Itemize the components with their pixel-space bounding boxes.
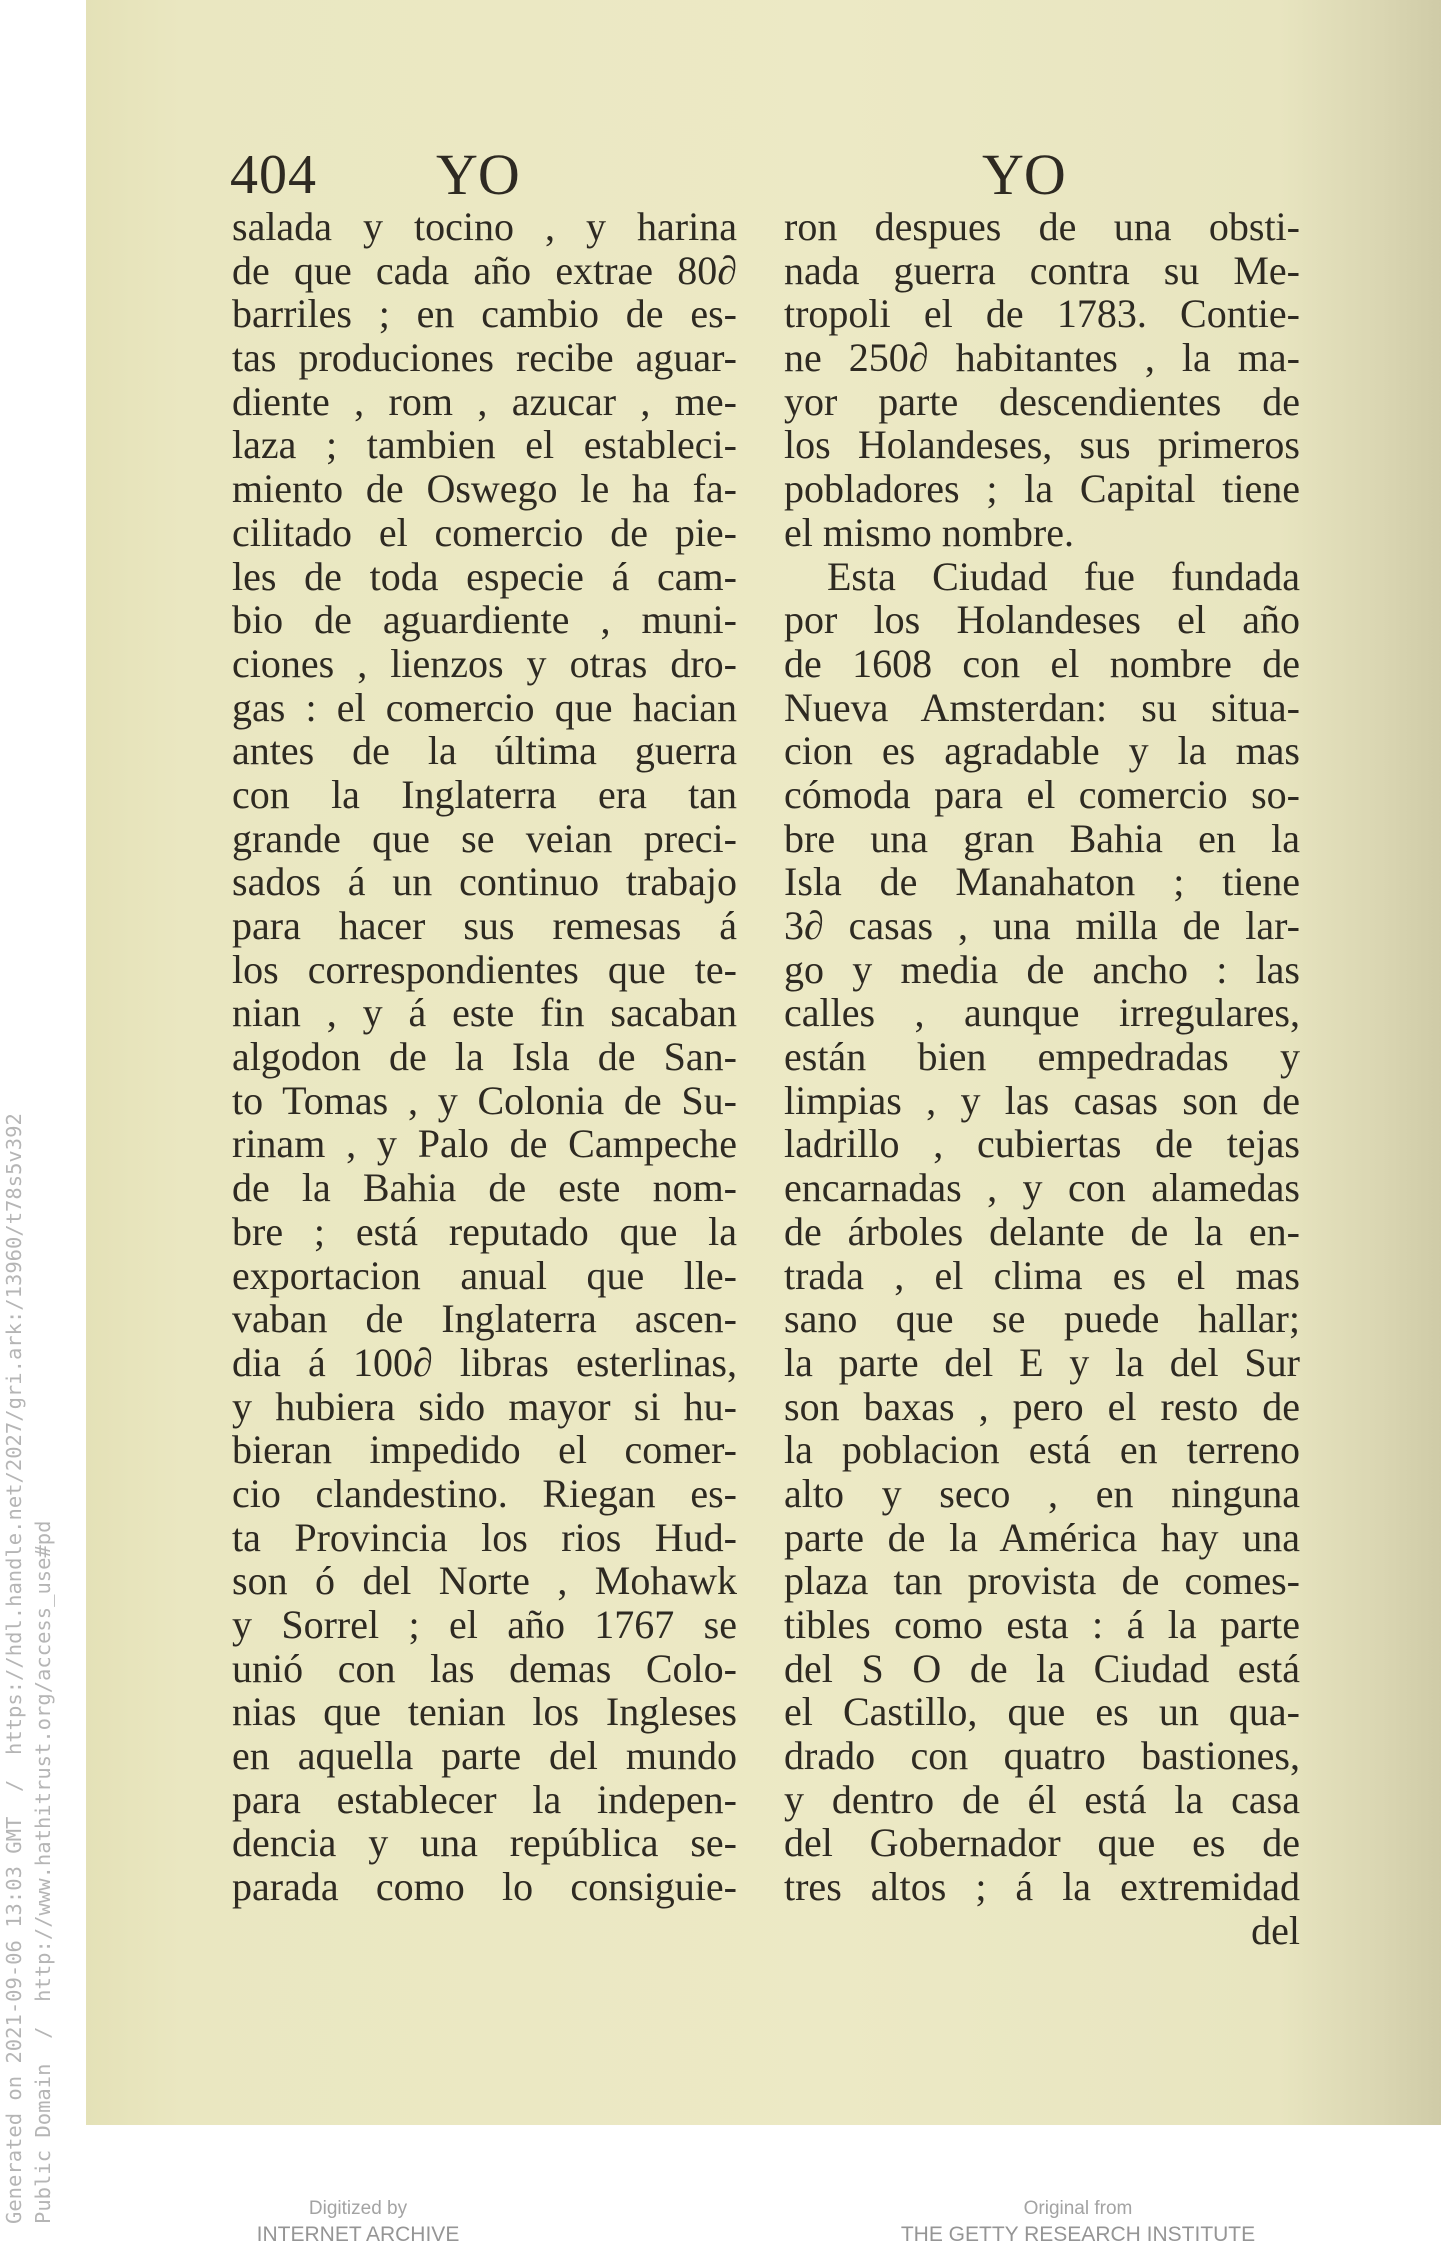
text-line: rinam , y Palo de Campeche xyxy=(232,1121,737,1167)
text-line: y dentro de él está la casa xyxy=(784,1776,1300,1822)
text-line: tropoli el de 1783. Contie- xyxy=(784,291,1300,337)
text-line: cio clandestino. Riegan es- xyxy=(232,1470,737,1516)
text-line: y Sorrel ; el año 1767 se xyxy=(232,1602,737,1647)
text-line: ladrillo , cubiertas de tejas xyxy=(784,1121,1300,1167)
text-line: antes de la última guerra xyxy=(232,728,737,774)
text-line: cilitado el comercio de pie- xyxy=(232,509,737,555)
text-line: de 1608 con el nombre de xyxy=(784,640,1300,686)
text-line: grande que se veian preci- xyxy=(232,815,737,861)
text-line: el Castillo, que es un qua- xyxy=(784,1689,1300,1735)
text-line: limpias , y las casas son de xyxy=(784,1077,1300,1123)
text-line: tibles como esta : á la parte xyxy=(784,1602,1300,1647)
text-line: alto y seco , en ninguna xyxy=(784,1470,1300,1516)
text-line: la parte del E y la del Sur xyxy=(784,1339,1300,1385)
running-head-left: YO xyxy=(436,142,520,207)
text-line: exportacion anual que lle- xyxy=(232,1252,737,1298)
digitized-by-label: Digitized by xyxy=(308,2198,408,2219)
text-line: plaza tan provista de comes- xyxy=(784,1558,1300,1604)
text-line: están bien empedradas y xyxy=(784,1034,1300,1080)
text-line: to Tomas , y Colonia de Su- xyxy=(232,1077,737,1123)
text-line: ta Provincia los rios Hud- xyxy=(232,1514,737,1560)
stamp-rights-line: Public Domain / http://www.hathitrust.org/access_use#pd xyxy=(31,1520,55,2224)
getty-research-institute-logo: THE GETTY RESEARCH INSTITUTE xyxy=(900,2223,1256,2246)
text-line: cómoda para el comercio so- xyxy=(784,771,1300,817)
page-number: 404 xyxy=(230,144,317,206)
text-line: drado con quatro bastiones, xyxy=(784,1733,1300,1779)
text-line: yor parte descendientes de xyxy=(784,378,1300,424)
text-line: nian , y á este fin sacaban xyxy=(232,990,737,1036)
text-line: tas produciones recibe aguar- xyxy=(232,335,737,381)
text-line: ciones , lienzos y otras dro- xyxy=(232,640,737,686)
running-head-right: YO xyxy=(982,142,1066,207)
text-line: son ó del Norte , Mohawk xyxy=(232,1558,737,1604)
paragraph-start-line: Esta Ciudad fue fundada xyxy=(827,553,1300,599)
stamp-generated-line: Generated on 2021-09-06 13:03 GMT / https://hdl.handle.net/2027/gri.ark:/13960/t78s5v392 xyxy=(2,1113,26,2224)
catchword: del xyxy=(1251,1907,1300,1953)
text-line: diente , rom , azucar , me- xyxy=(232,378,737,424)
text-line: barriles ; en cambio de es- xyxy=(232,291,737,337)
text-line: dencia y una república se- xyxy=(232,1820,737,1866)
text-line: para hacer sus remesas á xyxy=(232,903,737,948)
text-line: parte de la América hay una xyxy=(784,1514,1300,1560)
paragraph-end-line: el mismo nombre. xyxy=(784,509,1074,555)
text-line: vaban de Inglaterra ascen- xyxy=(232,1296,737,1342)
text-line: salada y tocino , y harina xyxy=(232,204,737,249)
text-line: y hubiera sido mayor si hu- xyxy=(232,1383,737,1429)
left-column xyxy=(232,205,737,1909)
text-line: sados á un continuo trabajo xyxy=(232,859,737,905)
text-line: gas : el comercio que hacian xyxy=(232,684,737,730)
text-line: tres altos ; á la extremidad xyxy=(784,1864,1300,1910)
text-line: para establecer la indepen- xyxy=(232,1776,737,1822)
text-line: pobladores ; la Capital tiene xyxy=(784,466,1300,512)
text-line: 3∂ casas , una milla de lar- xyxy=(784,903,1300,948)
text-line: dia á 100∂ libras esterlinas, xyxy=(232,1339,737,1385)
text-line: la poblacion está en terreno xyxy=(784,1427,1300,1473)
text-line: bio de aguardiente , muni- xyxy=(232,597,737,643)
text-line: son baxas , pero el resto de xyxy=(784,1383,1300,1429)
text-line: calles , aunque irregulares, xyxy=(784,990,1300,1036)
text-line: los Holandeses, sus primeros xyxy=(784,422,1300,468)
digitized-by-credit xyxy=(108,2196,608,2248)
page-scan xyxy=(86,0,1441,2125)
original-from-label: Original from xyxy=(1023,2198,1133,2219)
text-line: miento de Oswego le ha fa- xyxy=(232,466,737,512)
text-line: bre ; está reputado que la xyxy=(232,1208,737,1254)
text-line: Nueva Amsterdan: su situa- xyxy=(784,684,1300,730)
text-line: del Gobernador que es de xyxy=(784,1820,1300,1866)
internet-archive-logo: INTERNET ARCHIVE xyxy=(256,2223,460,2246)
text-line: ne 250∂ habitantes , la ma- xyxy=(784,335,1300,381)
text-line: cion es agradable y la mas xyxy=(784,728,1300,774)
text-line: nias que tenian los Ingleses xyxy=(232,1689,737,1735)
text-line: en aquella parte del mundo xyxy=(232,1733,737,1779)
text-line: algodon de la Isla de San- xyxy=(232,1034,737,1080)
text-line: ron despues de una obsti- xyxy=(784,204,1300,249)
text-line: sano que se puede hallar; xyxy=(784,1296,1300,1342)
text-line: los correspondientes que te- xyxy=(232,946,737,992)
text-line: trada , el clima es el mas xyxy=(784,1252,1300,1298)
text-line: encarnadas , y con alamedas xyxy=(784,1165,1300,1211)
original-from-credit xyxy=(828,2196,1328,2248)
hathitrust-stamp xyxy=(0,1074,58,2224)
text-line: Isla de Manahaton ; tiene xyxy=(784,859,1300,905)
right-column xyxy=(784,205,1300,1953)
text-line: nada guerra contra su Me- xyxy=(784,247,1300,293)
text-line: de que cada año extrae 80∂ xyxy=(232,247,737,293)
text-line: laza ; tambien el estableci- xyxy=(232,422,737,468)
text-line: les de toda especie á cam- xyxy=(232,553,737,599)
text-line: por los Holandeses el año xyxy=(784,597,1300,643)
text-line: bre una gran Bahia en la xyxy=(784,815,1300,861)
text-line: parada como lo consiguie- xyxy=(232,1864,737,1910)
text-line: de árboles delante de la en- xyxy=(784,1208,1300,1254)
text-line: go y media de ancho : las xyxy=(784,946,1300,992)
text-line: de la Bahia de este nom- xyxy=(232,1165,737,1211)
text-line: bieran impedido el comer- xyxy=(232,1427,737,1473)
text-line: del S O de la Ciudad está xyxy=(784,1645,1300,1691)
text-line: unió con las demas Colo- xyxy=(232,1645,737,1691)
text-line: con la Inglaterra era tan xyxy=(232,771,737,817)
